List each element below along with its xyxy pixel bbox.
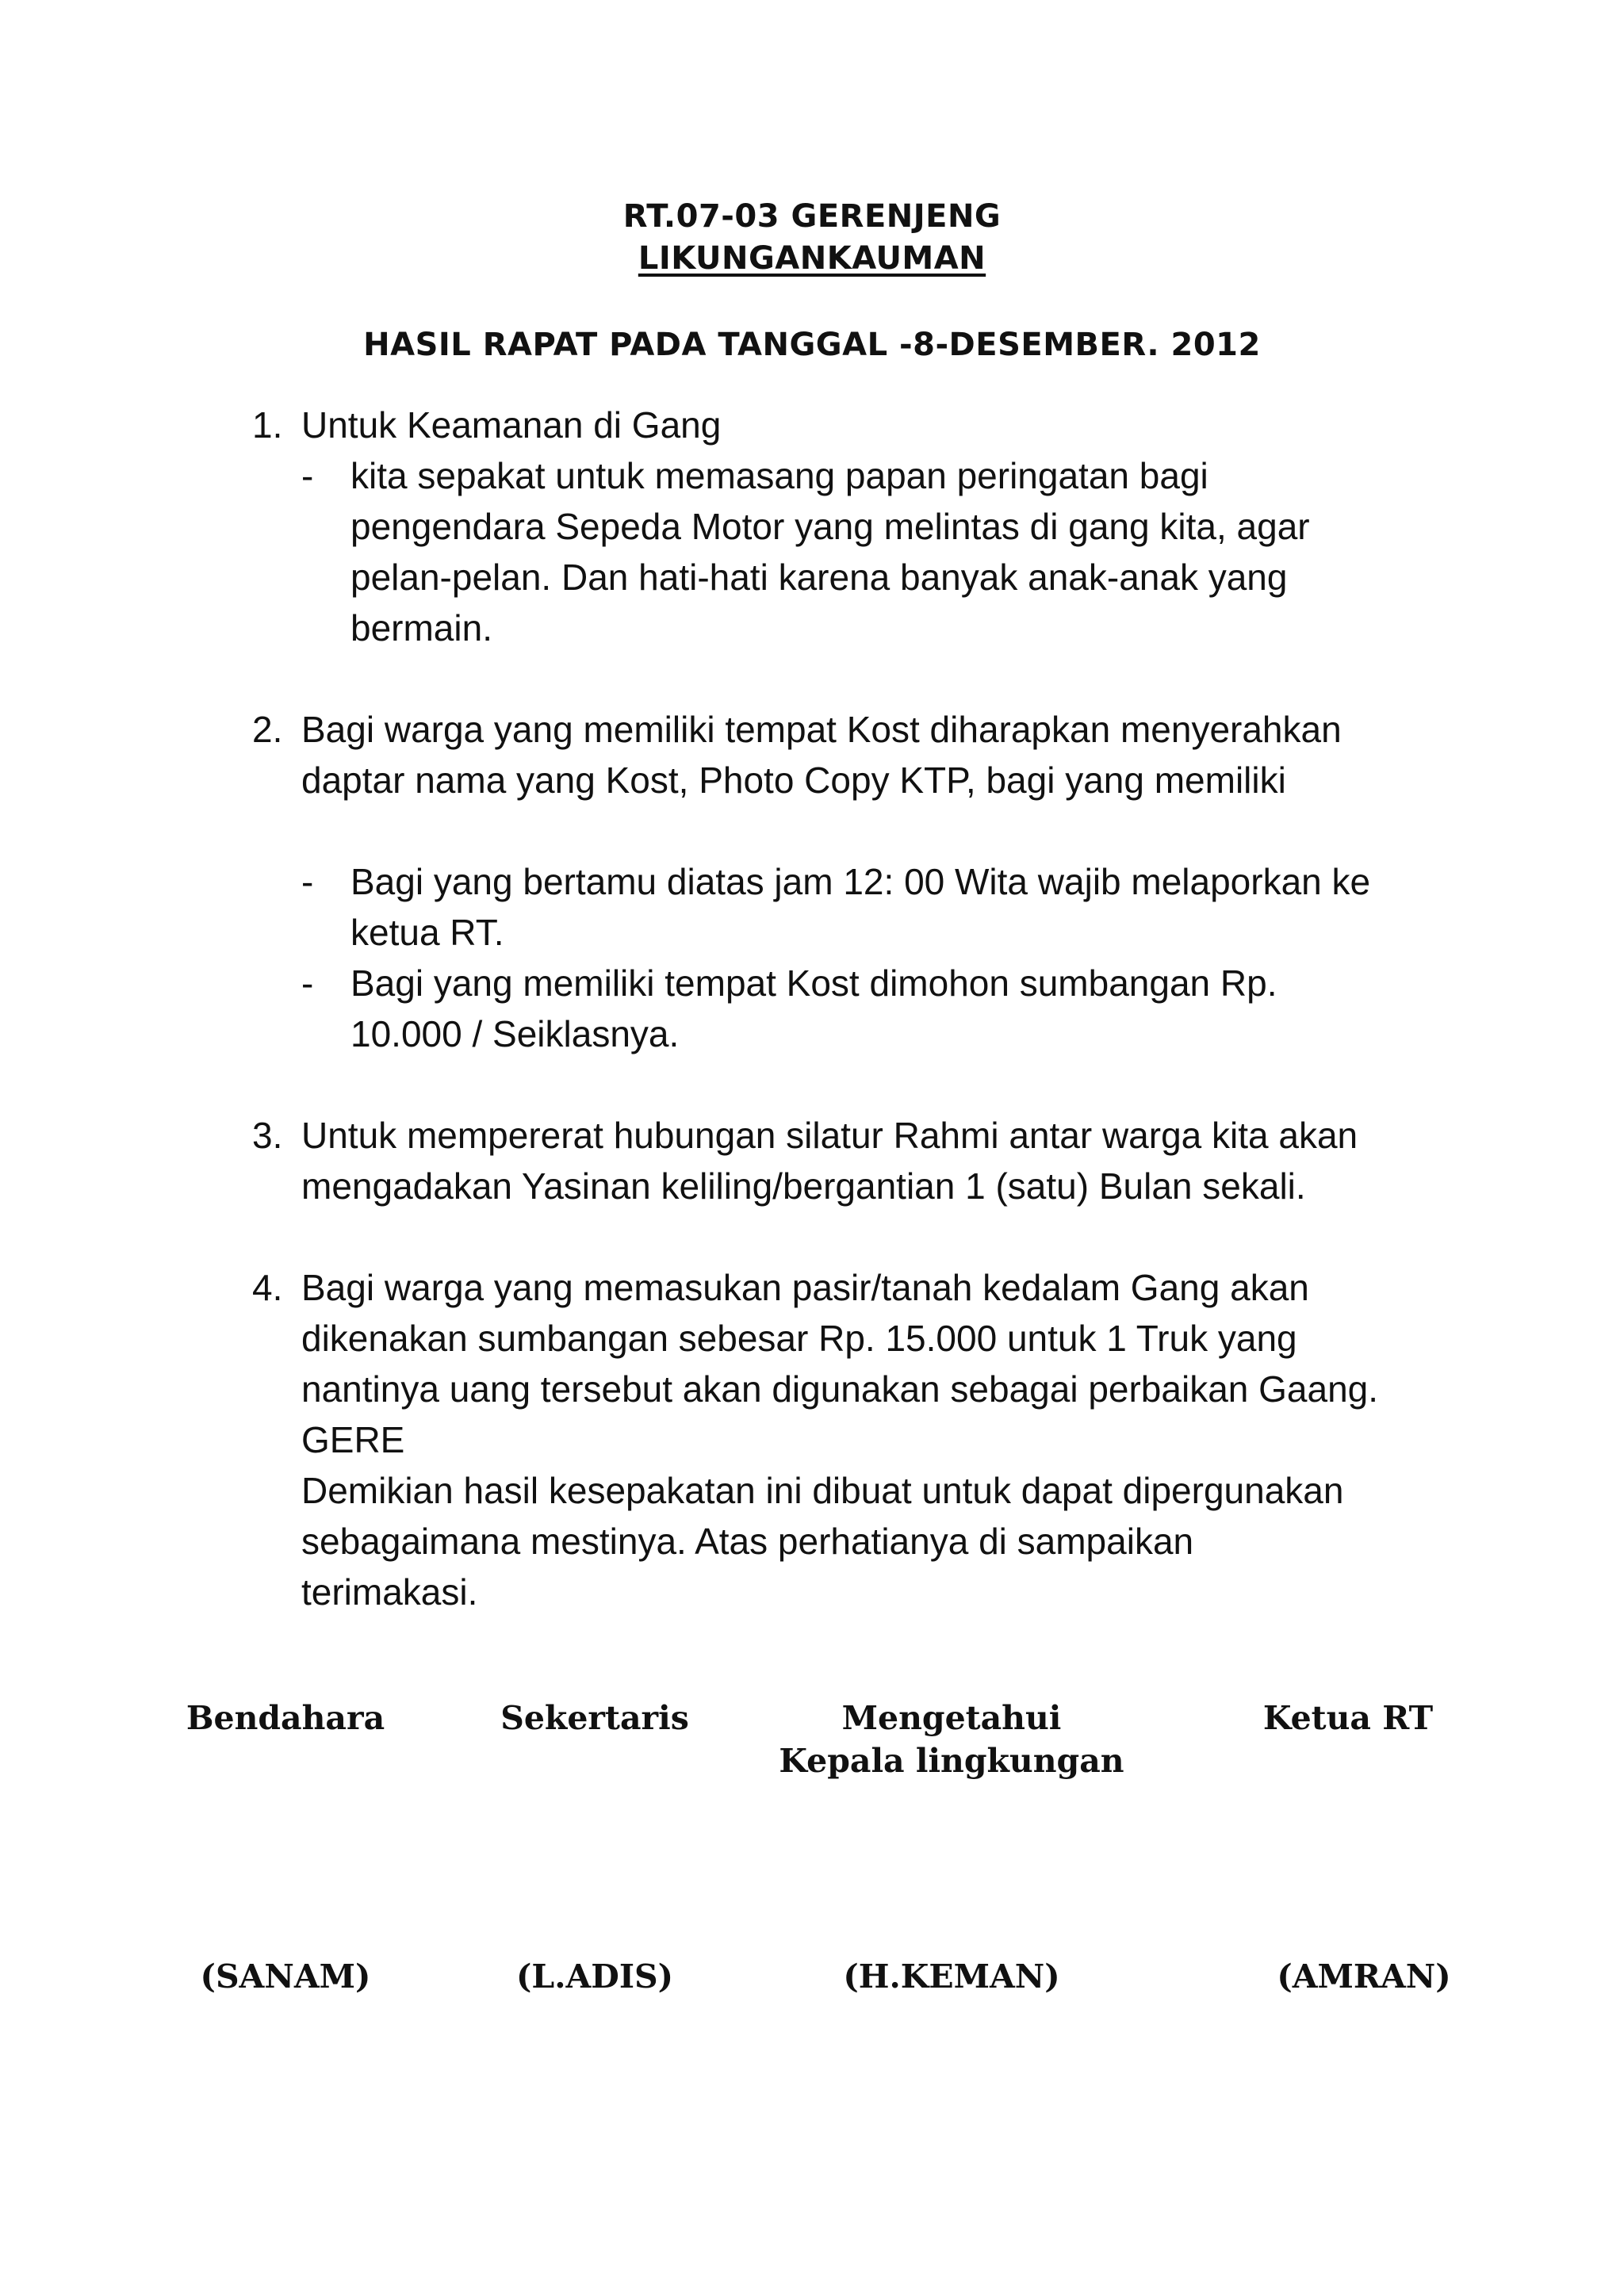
text-line: Bagi warga yang memiliki tempat Kost diharapkan menyerahkan [301, 709, 1342, 750]
text-line: 10.000 / Seiklasnya. [350, 1013, 680, 1054]
bullet-dash: - [301, 455, 314, 496]
text-line: nantinya uang tersebut akan digunakan sebagai perbaikan Gaang. [301, 1368, 1379, 1410]
item-number: 2. [252, 709, 283, 750]
text-line: Untuk mempererat hubungan silatur Rahmi antar warga kita akan [301, 1115, 1358, 1156]
signature-name-treasurer: (SANAM) [200, 1957, 371, 1996]
text-line: daptar nama yang Kost, Photo Copy KTP, bagi yang memiliki [301, 760, 1286, 801]
text-line: Bagi yang bertamu diatas jam 12: 00 Wita wajib melaporkan ke [350, 861, 1371, 902]
text-line: sebagaimana mestinya. Atas perhatianya di sampaikan [301, 1521, 1194, 1562]
signature-role-rt-head: Ketua RT [1262, 1699, 1434, 1737]
signature-name-rt-head: (AMRAN) [1277, 1957, 1451, 1996]
document-title: HASIL RAPAT PADA TANGGAL -8-DESEMBER. 2012 [363, 327, 1261, 363]
signature-name-head-of-area: (H.KEMAN) [843, 1957, 1060, 1996]
text-line: ketua RT. [350, 912, 504, 953]
text-line: Bagi warga yang memasukan pasir/tanah kedalam Gang akan [301, 1267, 1309, 1308]
org-area-wrap [0, 240, 1624, 277]
item-number: 3. [252, 1115, 283, 1156]
item-number: 4. [252, 1267, 283, 1308]
item-heading: Untuk Keamanan di Gang [301, 404, 722, 446]
text-line: GERE [301, 1419, 405, 1460]
text-line: terimakasi. [301, 1571, 478, 1613]
bullet-dash: - [301, 861, 314, 902]
org-area: LIKUNGANKAUMAN [638, 240, 986, 277]
text-line: kita sepakat untuk memasang papan peringatan bagi [350, 455, 1208, 496]
text-line: Demikian hasil kesepakatan ini dibuat untuk dapat dipergunakan [301, 1470, 1344, 1511]
signature-role-acknowledge: Mengetahui [841, 1699, 1062, 1737]
text-line: dikenakan sumbangan sebesar Rp. 15.000 untuk 1 Truk yang [301, 1318, 1297, 1359]
text-line: pelan-pelan. Dan hati-hati karena banyak anak-anak yang [350, 557, 1288, 598]
text-line: mengadakan Yasinan keliling/bergantian 1 (satu) Bulan sekali. [301, 1165, 1306, 1207]
signature-role-treasurer: Bendahara [186, 1699, 385, 1737]
text-line: bermain. [350, 607, 492, 649]
signature-name-secretary: (L.ADIS) [515, 1957, 674, 1996]
signature-role-secretary: Sekertaris [500, 1699, 689, 1737]
bullet-dash: - [301, 962, 314, 1004]
text-line: pengendara Sepeda Motor yang melintas di gang kita, agar [350, 506, 1310, 547]
signature-role-head-of-area: Kepala lingkungan [779, 1742, 1124, 1780]
org-name: RT.07-03 GERENJENG [622, 198, 1002, 235]
text-line: Bagi yang memiliki tempat Kost dimohon sumbangan Rp. [350, 962, 1277, 1004]
item-number: 1. [252, 404, 283, 446]
